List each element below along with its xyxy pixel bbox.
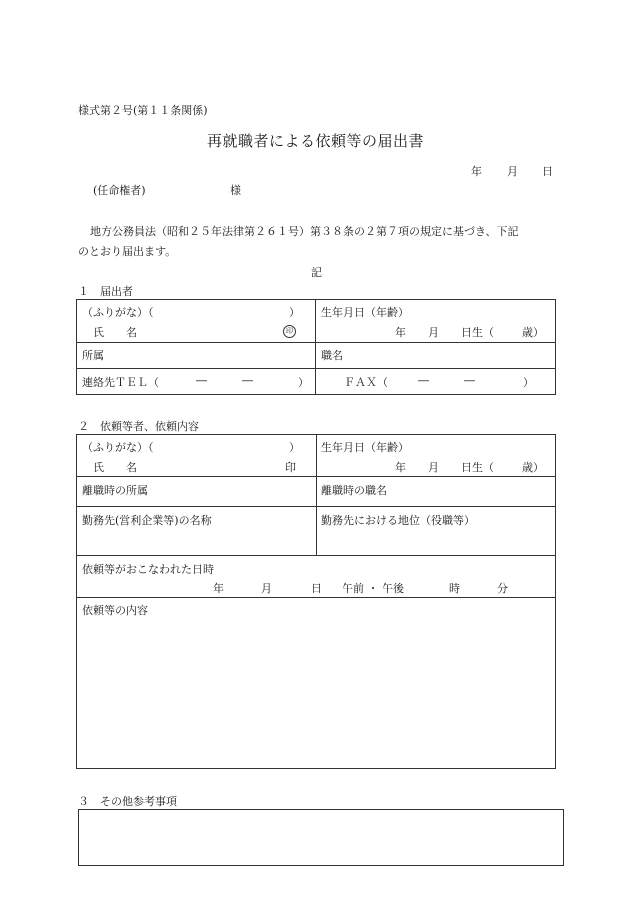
form-number: 様式第２号(第１１条関係) [78,104,208,117]
s1-fax-close: ） [523,376,534,389]
s1-fax-label: ＦＡＸ（ [344,376,388,389]
section2-row-line-4 [76,597,556,598]
s2-dt-day: 日 [311,582,322,595]
s2-retire-title: 離職時の職名 [321,484,387,497]
s2-dt-year: 年 [213,582,224,595]
s2-dt-month: 月 [261,582,272,595]
s2-seal-label: 印 [285,461,296,474]
s2-employer: 勤務先(営利企業等)の名称 [82,514,212,527]
section1-row-line-1 [76,342,556,343]
s2-birth-label: 生年月日（年齢） [321,441,409,454]
s1-birth-day: 日生（ [461,326,494,339]
s2-datetime-label: 依頼等がおこなわれた日時 [82,563,214,576]
s2-birth-year: 年 [395,461,406,474]
date-month-label: 月 [507,165,518,178]
s1-birth-year: 年 [395,326,406,339]
s1-furigana-close: ） [289,306,300,319]
ki-label: 記 [311,266,322,279]
s1-tel-label: 連絡先ＴＥＬ（ [82,376,159,389]
s2-retire-affiliation: 離職時の所属 [82,484,148,497]
s2-birth-month: 月 [428,461,439,474]
section3-box [78,809,564,866]
s1-age: 歳） [522,326,544,339]
honorific-label: 様 [230,184,241,197]
s1-name-label: 氏 名 [93,326,137,339]
s2-dt-ampm: 午前 ・ 午後 [342,582,404,595]
s2-birth-day: 日生（ [461,461,494,474]
section3-heading: ３ その他参考事項 [78,795,177,808]
s1-furigana-open: （ふりがな）（ [82,306,154,319]
s2-content-label: 依頼等の内容 [82,604,148,617]
appointer-label: (任命権者) [93,184,146,197]
section2-heading: ２ 依頼等者、依頼内容 [78,420,199,433]
seal-mark-icon: 印 [283,323,296,338]
section2-divider [316,434,317,555]
form-title: 再就職者による依頼等の届出書 [207,132,425,150]
s1-birth-label: 生年月日（年齢） [321,306,409,319]
section1-divider [315,299,316,395]
section2-row-line-1 [76,476,556,477]
s1-fax-dash-1: ― [418,374,429,387]
intro-line-2: のとおり届出ます。 [78,245,177,258]
s2-employer-position: 勤務先における地位（役職等） [321,514,475,527]
s1-tel-close: ） [298,376,309,389]
s2-age: 歳） [522,461,544,474]
s2-dt-minute: 分 [497,582,508,595]
section2-row-line-3 [76,555,556,556]
section1-heading: １ 届出者 [78,285,133,298]
s1-job-title-label: 職名 [321,349,343,362]
date-year-label: 年 [471,165,482,178]
intro-line-1: 地方公務員法（昭和２５年法律第２６１号）第３８条の２第７項の規定に基づき、下記 [90,225,519,238]
s1-birth-month: 月 [428,326,439,339]
date-day-label: 日 [542,165,553,178]
s1-affiliation-label: 所属 [82,349,104,362]
s1-tel-dash-2: ― [242,374,253,387]
section2-row-line-2 [76,506,556,507]
s2-furigana-close: ） [289,441,300,454]
s1-fax-dash-2: ― [464,374,475,387]
section1-row-line-2 [76,368,556,369]
s1-tel-dash-1: ― [196,374,207,387]
s2-name-label: 氏 名 [93,461,137,474]
s2-dt-hour: 時 [449,582,460,595]
s2-furigana-open: （ふりがな）（ [82,441,154,454]
